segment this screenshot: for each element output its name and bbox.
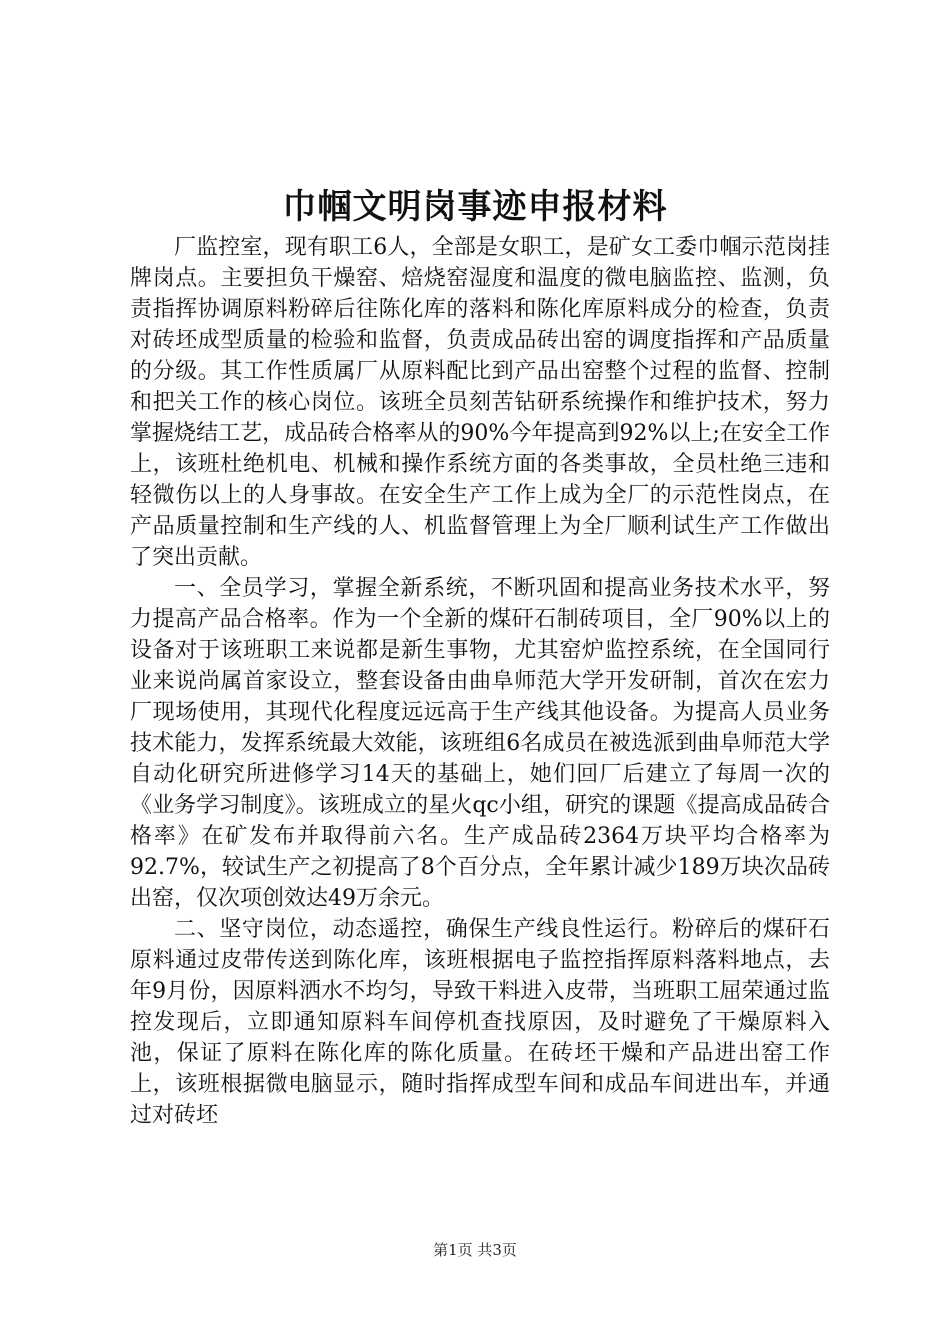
paragraph-section-two: 二、坚守岗位，动态遥控，确保生产线良性运行。粉碎后的煤矸石原料通过皮带传送到陈化库，该班根据电子监控指挥原料落料地点，去年9月份，因原料洒水不均匀，导致干料进入皮带，当班职工屈荣通过监控发现后，立即通知原料车间停机查找原因，及时避免了干燥原料入池，保证了原料在陈化库的陈化质量。在砖坯干燥和产品进出窑工作上，该班根据微电脑显示，随时指挥成型车间和成品车间进出车，并通过对砖坯 [130, 917, 830, 1128]
document-body [130, 232, 830, 1131]
paragraph-intro: 厂监控室，现有职工6人，全部是女职工，是矿女工委巾帼示范岗挂牌岗点。主要担负干燥窑、焙烧窑湿度和温度的微电脑监控、监测，负责指挥协调原料粉碎后往陈化库的落料和陈化库原料成分的检查，负责对砖坯成型质量的检验和监督，负责成品砖出窑的调度指挥和产品质量的分级。其工作性质属厂从原料配比到产品出窑整个过程的监督、控制和把关工作的核心岗位。该班全员刻苦钻研系统操作和维护技术，努力掌握烧结工艺，成品砖合格率从的90%今年提高到92%以上;在安全工作上，该班杜绝机电、机械和操作系统方面的各类事故，全员杜绝三违和轻微伤以上的人身事故。在安全生产工作上成为全厂的示范性岗点，在产品质量控制和生产线的人、机监督管理上为全厂顺利试生产工作做出了突出贡献。 [130, 235, 830, 570]
page-number-footer: 第1页 共3页 [433, 1241, 517, 1259]
paragraph-section-one: 一、全员学习，掌握全新系统，不断巩固和提高业务技术水平，努力提高产品合格率。作为一个全新的煤矸石制砖项目，全厂90%以上的设备对于该班职工来说都是新生事物，尤其窑炉监控系统，在全国同行业来说尚属首家设立，整套设备由曲阜师范大学开发研制，首次在宏力厂现场使用，其现代化程度远远高于生产线其他设备。为提高人员业务技术能力，发挥系统最大效能，该班组6名成员在被选派到曲阜师范大学自动化研究所进修学习14天的基础上，她们回厂后建立了每周一次的《业务学习制度》。该班成立的星火qc小组，研究的课题《提高成品砖合格率》在矿发布并取得前六名。生产成品砖2364万块平均合格率为92.7%，较试生产之初提高了8个百分点，全年累计减少189万块次品砖出窑，仅次项创效达49万余元。 [130, 576, 830, 911]
document-title: 巾帼文明岗事迹申报材料 [282, 187, 668, 227]
